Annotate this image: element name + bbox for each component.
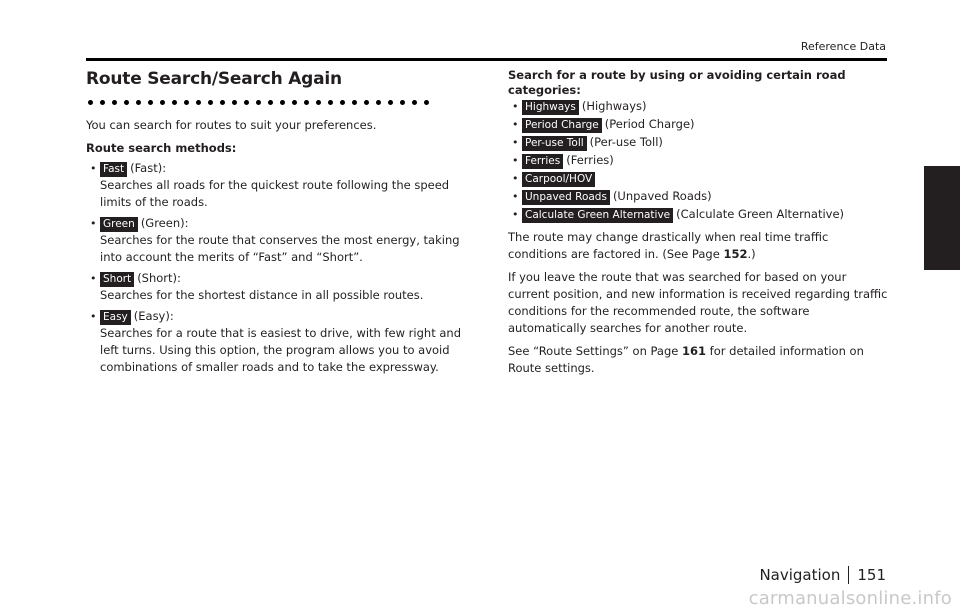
option-description: Searches all roads for the quickest route following the speed limits of the roads. [100, 178, 450, 209]
period-charge-option-label: Period Charge [522, 118, 602, 133]
highways-option-label: Highways [522, 100, 579, 115]
green-alternative-option-label: Calculate Green Alternative [522, 208, 673, 223]
option-description: Searches for the shortest distance in all possible routes. [100, 288, 424, 302]
dotted-divider [88, 100, 476, 105]
watermark: carmanualsonline.info [748, 588, 952, 609]
option-suffix: (Per-use Toll) [589, 135, 663, 149]
list-item [508, 98, 888, 115]
fast-option-label: Fast [100, 162, 127, 177]
option-suffix: (Easy): [133, 309, 174, 323]
list-item [508, 134, 888, 151]
option-suffix: (Ferries) [566, 153, 614, 167]
list-item [508, 116, 888, 133]
section-title: Route Search/Search Again [86, 69, 342, 89]
option-suffix: (Period Charge) [604, 117, 695, 131]
footer-divider [848, 566, 849, 584]
running-header: Reference Data [800, 40, 886, 53]
list-item [508, 170, 888, 187]
left-column [86, 68, 476, 376]
option-description: Searches for the route that conserves the most energy, taking into account the merits of “Fast” and “Short”. [100, 233, 460, 264]
option-suffix: (Green): [140, 216, 189, 230]
categories-heading: Search for a route by using or avoiding certain road categories: [508, 68, 846, 97]
footer-section: Navigation [759, 566, 841, 584]
unpaved-roads-option-label: Unpaved Roads [522, 190, 610, 205]
reroute-paragraph: If you leave the route that was searched for based on your current position, and new information is received regarding traffic conditions for the recommended route, the software automatically searches for another route. [508, 270, 888, 335]
ferries-option-label: Ferries [522, 154, 563, 169]
list-item [86, 215, 476, 266]
list-item [86, 270, 476, 304]
option-suffix: (Highways) [581, 99, 647, 113]
methods-list [86, 160, 476, 376]
intro-text: You can search for routes to suit your preferences. [86, 118, 377, 132]
categories-list [508, 98, 888, 223]
option-suffix: (Unpaved Roads) [612, 189, 712, 203]
per-use-toll-option-label: Per-use Toll [522, 136, 587, 151]
page-footer [759, 566, 886, 584]
option-suffix: (Short): [137, 271, 181, 285]
option-description: Searches for a route that is easiest to drive, with few right and left turns. Using this option, the program allows you to avoid combinations of smaller roads and to take the expressway. [100, 326, 461, 374]
easy-option-label: Easy [100, 310, 131, 325]
settings-paragraph: See “Route Settings” on Page 161 for detailed information on Route settings. [508, 344, 864, 375]
option-suffix: (Calculate Green Alternative) [676, 207, 845, 221]
page-number: 151 [857, 566, 886, 584]
page-ref: 161 [682, 344, 707, 358]
list-item [508, 206, 888, 223]
list-item [508, 188, 888, 205]
methods-heading: Route search methods: [86, 141, 237, 155]
green-option-label: Green [100, 217, 138, 232]
list-item [86, 308, 476, 376]
header-rule [86, 58, 887, 61]
traffic-paragraph: The route may change drastically when real time traffic conditions are factored in. (See Page 152.) [508, 230, 829, 261]
list-item [508, 152, 888, 169]
short-option-label: Short [100, 272, 134, 287]
list-item [86, 160, 476, 211]
carpool-option-label: Carpool/HOV [522, 172, 595, 187]
chapter-tab [924, 166, 960, 270]
right-column [508, 68, 888, 377]
option-suffix: (Fast): [130, 161, 167, 175]
page-ref: 152 [723, 247, 748, 261]
